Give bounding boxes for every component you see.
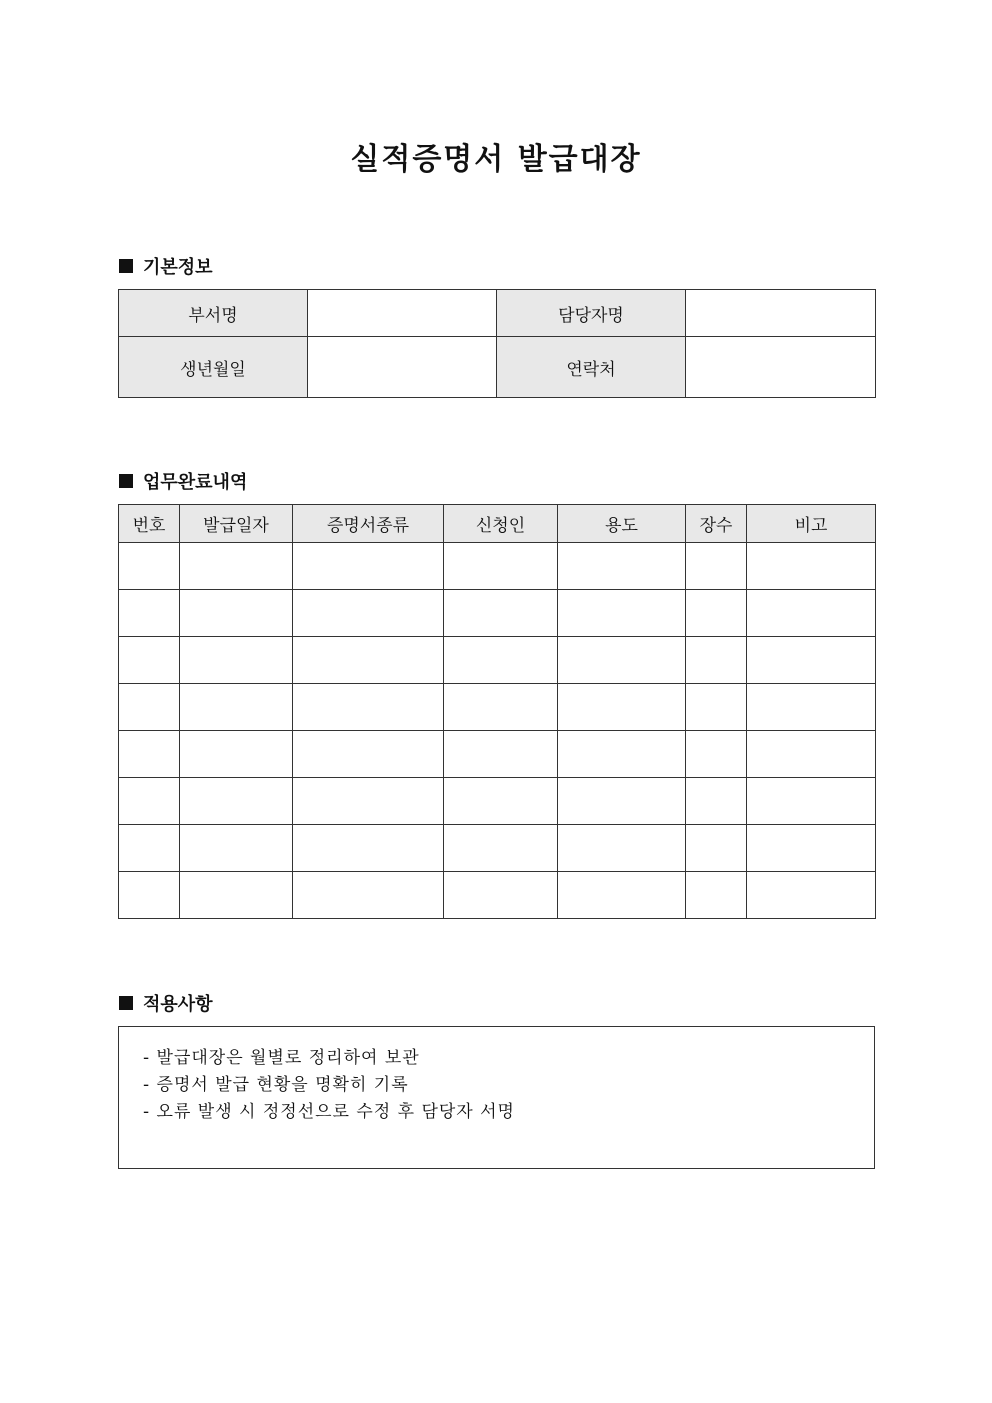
notes-box (118, 1026, 875, 1169)
table-cell[interactable] (686, 637, 747, 684)
table-row (119, 778, 876, 825)
table-cell[interactable] (558, 825, 686, 872)
table-cell[interactable] (180, 778, 293, 825)
table-cell[interactable] (180, 872, 293, 919)
table-row (119, 825, 876, 872)
table-cell[interactable] (747, 778, 876, 825)
table-row (119, 590, 876, 637)
table-cell[interactable] (119, 637, 180, 684)
table-cell[interactable] (119, 731, 180, 778)
label-birth-date: 생년월일 (119, 337, 308, 398)
table-cell[interactable] (293, 731, 444, 778)
square-bullet-icon (119, 259, 133, 273)
value-manager-name[interactable] (686, 290, 876, 337)
notes-list (119, 1027, 874, 1126)
table-row (119, 543, 876, 590)
table-cell[interactable] (747, 543, 876, 590)
table-cell[interactable] (558, 778, 686, 825)
table-row (119, 290, 876, 337)
table-cell[interactable] (180, 825, 293, 872)
column-header-purpose: 용도 (558, 505, 686, 543)
table-cell[interactable] (119, 543, 180, 590)
value-contact[interactable] (686, 337, 876, 398)
section-heading-label: 업무완료내역 (143, 472, 248, 493)
table-row (119, 637, 876, 684)
table-cell[interactable] (686, 543, 747, 590)
table-cell[interactable] (747, 731, 876, 778)
table-cell[interactable] (180, 731, 293, 778)
table-row (119, 872, 876, 919)
table-cell[interactable] (444, 872, 558, 919)
table-cell[interactable] (119, 825, 180, 872)
table-cell[interactable] (119, 872, 180, 919)
label-department: 부서명 (119, 290, 308, 337)
table-cell[interactable] (686, 825, 747, 872)
table-cell[interactable] (293, 825, 444, 872)
section-heading-label: 적용사항 (143, 994, 213, 1015)
table-cell[interactable] (558, 637, 686, 684)
table-cell[interactable] (686, 590, 747, 637)
table-cell[interactable] (180, 590, 293, 637)
table-cell[interactable] (293, 684, 444, 731)
table-cell[interactable] (444, 637, 558, 684)
table-cell[interactable] (558, 590, 686, 637)
column-header-issue-date: 발급일자 (180, 505, 293, 543)
section-heading-label: 기본정보 (143, 257, 213, 278)
table-cell[interactable] (747, 590, 876, 637)
square-bullet-icon (119, 474, 133, 488)
column-header-copies: 장수 (686, 505, 747, 543)
table-header-row (119, 505, 876, 543)
table-cell[interactable] (119, 590, 180, 637)
column-header-number: 번호 (119, 505, 180, 543)
table-cell[interactable] (558, 731, 686, 778)
table-cell[interactable] (686, 778, 747, 825)
table-cell[interactable] (747, 825, 876, 872)
value-birth-date[interactable] (308, 337, 497, 398)
table-cell[interactable] (119, 778, 180, 825)
table-cell[interactable] (180, 543, 293, 590)
square-bullet-icon (119, 996, 133, 1010)
table-cell[interactable] (293, 778, 444, 825)
table-cell[interactable] (686, 731, 747, 778)
list-item: - 증명서 발급 현황을 명확히 기록 (143, 1075, 409, 1095)
table-cell[interactable] (444, 731, 558, 778)
table-row (119, 731, 876, 778)
table-cell[interactable] (747, 684, 876, 731)
page-title: 실적증명서 발급대장 (350, 142, 642, 177)
table-cell[interactable] (444, 543, 558, 590)
column-header-remarks: 비고 (747, 505, 876, 543)
table-cell[interactable] (293, 543, 444, 590)
table-row (119, 337, 876, 398)
section-heading-notes (119, 990, 213, 1016)
label-manager-name: 담당자명 (497, 290, 686, 337)
table-cell[interactable] (558, 684, 686, 731)
table-row (119, 684, 876, 731)
value-department[interactable] (308, 290, 497, 337)
table-cell[interactable] (686, 872, 747, 919)
work-history-table (118, 504, 876, 919)
list-item: - 발급대장은 월별로 정리하여 보관 (143, 1048, 420, 1068)
section-heading-work-history (119, 468, 247, 494)
table-cell[interactable] (293, 637, 444, 684)
section-heading-basic-info (119, 253, 213, 279)
basic-info-table (118, 289, 876, 398)
table-cell[interactable] (180, 684, 293, 731)
table-cell[interactable] (444, 684, 558, 731)
table-cell[interactable] (119, 684, 180, 731)
table-cell[interactable] (747, 872, 876, 919)
table-cell[interactable] (444, 778, 558, 825)
table-cell[interactable] (444, 825, 558, 872)
list-item: - 오류 발생 시 정정선으로 수정 후 담당자 서명 (143, 1102, 515, 1122)
table-cell[interactable] (293, 590, 444, 637)
table-cell[interactable] (747, 637, 876, 684)
column-header-certificate-type: 증명서종류 (293, 505, 444, 543)
table-cell[interactable] (444, 590, 558, 637)
label-contact: 연락처 (497, 337, 686, 398)
table-cell[interactable] (558, 872, 686, 919)
table-cell[interactable] (558, 543, 686, 590)
column-header-applicant: 신청인 (444, 505, 558, 543)
table-cell[interactable] (293, 872, 444, 919)
table-cell[interactable] (180, 637, 293, 684)
table-cell[interactable] (686, 684, 747, 731)
